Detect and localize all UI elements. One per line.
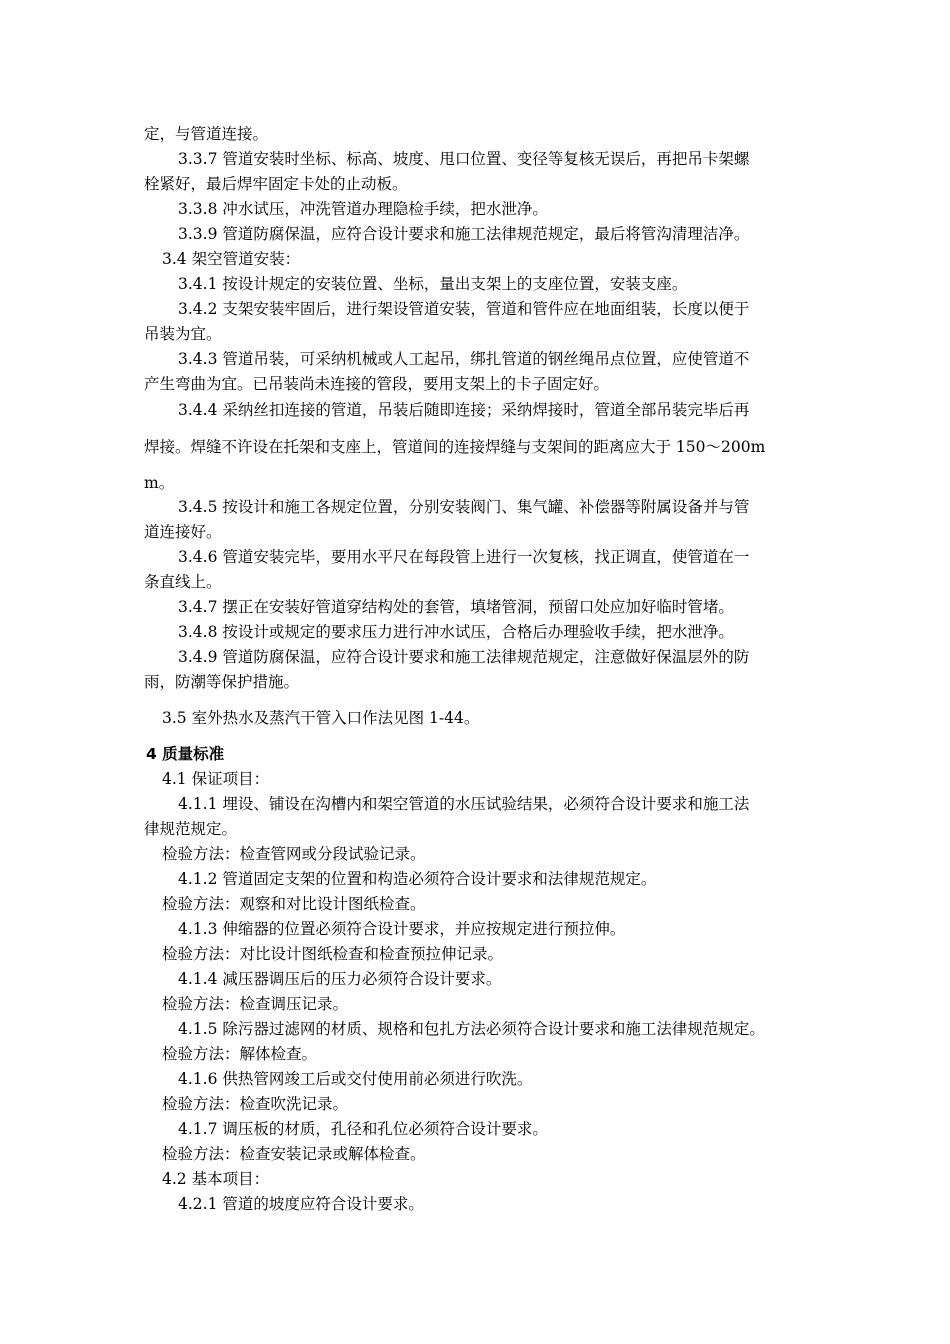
text-line: 3.4.2 支架安装牢固后，进行架设管道安装，管道和管件应在地面组装，长度以便于	[178, 300, 750, 318]
text-line: 雨，防潮等保护措施。	[144, 673, 300, 691]
text-line: 3.5 室外热水及蒸汽干管入口作法见图 1-44。	[162, 709, 480, 727]
text-line: 检验方法：观察和对比设计图纸检查。	[162, 895, 426, 913]
text-line: 栓紧好，最后焊牢固定卡处的止动板。	[144, 175, 408, 193]
text-line: 3.3.7 管道安装时坐标、标高、坡度、甩口位置、变径等复核无误后，再把吊卡架螺	[178, 150, 750, 168]
text-line: 4.1.3 伸缩器的位置必须符合设计要求，并应按规定进行预拉伸。	[178, 920, 626, 938]
text-line: 检验方法：检查管网或分段试验记录。	[162, 845, 426, 863]
text-line: 检验方法：检查吹洗记录。	[162, 1095, 349, 1113]
text-line: 条直线上。	[144, 573, 222, 591]
text-line: 检验方法：对比设计图纸检查和检查预拉伸记录。	[162, 945, 504, 963]
text-line: 道连接好。	[144, 523, 222, 541]
text-line: 3.4.1 按设计规定的安装位置、坐标，量出支架上的支座位置，安装支座。	[178, 275, 688, 293]
text-line: 4.1.5 除污器过滤网的材质、规格和包扎方法必须符合设计要求和施工法律规范规定。	[178, 1020, 765, 1038]
section-heading: 4.1 保证项目：	[162, 770, 270, 788]
text-line: 3.4.4 采纳丝扣连接的管道，吊装后随即连接；采纳焊接时，管道全部吊装完毕后再	[178, 401, 750, 419]
text-line: 3.4.6 管道安装完毕，要用水平尺在每段管上进行一次复核，找正调直，使管道在一	[178, 548, 750, 566]
text-line: 律规范规定。	[144, 820, 238, 838]
text-line: 检验方法：检查安装记录或解体检查。	[162, 1145, 426, 1163]
text-line: 4.1.4 减压器调压后的压力必须符合设计要求。	[178, 970, 502, 988]
text-line: m。	[144, 474, 175, 492]
text-line: 4.1.2 管道固定支架的位置和构造必须符合设计要求和法律规范规定。	[178, 870, 657, 888]
text-line: 3.3.9 管道防腐保温，应符合设计要求和施工法律规范规定，最后将管沟清理洁净。	[178, 225, 750, 243]
text-line: 产生弯曲为宜。已吊装尚未连接的管段，要用支架上的卡子固定好。	[144, 375, 610, 393]
text-line: 检验方法：解体检查。	[162, 1045, 318, 1063]
text-line: 3.4.8 按设计或规定的要求压力进行冲水试压，合格后办理验收手续，把水泄净。	[178, 623, 734, 641]
text-line: 3.4.7 摆正在安装好管道穿结构处的套管，填堵管洞，预留口处应加好临时管堵。	[178, 598, 734, 616]
text-line: 3.3.8 冲水试压，冲洗管道办理隐检手续，把水泄净。	[178, 200, 548, 218]
text-line: 3.4.5 按设计和施工各规定位置，分别安装阀门、集气罐、补偿器等附属设备并与管	[178, 498, 750, 516]
text-line: 定，与管道连接。	[144, 125, 269, 143]
text-line: 检验方法：检查调压记录。	[162, 995, 349, 1013]
section-heading: 3.4 架空管道安装：	[162, 250, 301, 268]
text-line: 4.2.1 管道的坡度应符合设计要求。	[178, 1195, 424, 1213]
text-line: 3.4.3 管道吊装，可采纳机械或人工起吊，绑扎管道的钢丝绳吊点位置，应使管道不	[178, 350, 750, 368]
text-line: 焊接。焊缝不许设在托架和支座上，管道间的连接焊缝与支架间的距离应大于 150～200m	[144, 438, 766, 456]
text-line: 4.1.1 埋设、铺设在沟槽内和架空管道的水压试验结果，必须符合设计要求和施工法	[178, 795, 750, 813]
chapter-heading: 4 质量标准	[146, 745, 225, 763]
text-line: 3.4.9 管道防腐保温，应符合设计要求和施工法律规范规定，注意做好保温层外的防	[178, 648, 750, 666]
section-heading: 4.2 基本项目：	[162, 1170, 270, 1188]
text-line: 吊装为宜。	[144, 325, 222, 343]
text-line: 4.1.6 供热管网竣工后或交付使用前必须进行吹洗。	[178, 1070, 533, 1088]
text-line: 4.1.7 调压板的材质，孔径和孔位必须符合设计要求。	[178, 1120, 548, 1138]
